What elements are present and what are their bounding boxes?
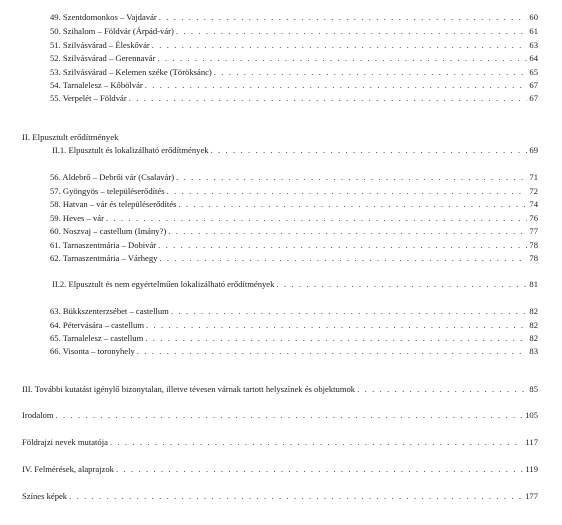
leader-dots [168,226,527,236]
toc-entry [50,240,538,250]
toc-section-page: 105 [525,410,538,420]
section-heading: II. Elpusztult erődítmények [22,132,119,142]
toc-entry-page: 63 [529,40,538,50]
toc-section [22,410,538,420]
toc-entry-page: 82 [529,306,538,316]
toc-section-title: III. További kutatást igénylő bizonytalan, illetve tévesen várnak tartott helyszínek és objektumok [22,384,356,394]
toc-entry-title: 52. Szilvásvárad – Gerennavár [50,53,156,63]
toc-entry [50,26,538,36]
leader-dots [137,346,528,356]
leader-dots [357,384,527,394]
leader-dots [116,464,523,474]
toc-entry-page: 76 [529,213,538,223]
toc-entry [50,333,538,343]
toc-entry-page: 78 [529,253,538,263]
leader-dots [159,253,527,263]
toc-entry [50,346,538,356]
toc-entry-title: 65. Tarnalelesz – castellum [50,333,144,343]
leader-dots [129,93,528,103]
toc-entry-page: 71 [529,172,538,182]
toc-entry [50,53,538,63]
toc-entry-page: 82 [529,333,538,343]
toc-section-title: IV. Felmérések, alaprajzok [22,464,114,474]
toc-entry [50,93,538,103]
toc-entry [50,186,538,196]
toc-entry [50,172,538,182]
toc-subsection [52,279,538,289]
toc-entry-page: 72 [529,186,538,196]
toc-entry [50,253,538,263]
toc-entry-title: 63. Bükkszenterzsébet – castellum [50,306,169,316]
toc-entry-title: 51. Szilvásvárad – Éleskővár [50,40,150,50]
toc-entry [50,199,538,209]
toc-entry-title: 66. Visonta – toronyhely [50,346,135,356]
toc-entry-title: 57. Gyöngyös – településerődítés [50,186,165,196]
toc-entry-title: 60. Noszvaj – castellum (Imány?) [50,226,167,236]
leader-dots [145,80,528,90]
toc-entry [50,80,538,90]
toc-entry-title: 50. Szihalom – Földvár (Árpád-vár) [50,26,174,36]
toc-entry-page: 65 [529,67,538,77]
toc-subsection-title: II.1. Elpusztult és lokalizálható erődítmények [52,145,209,155]
toc-entry-title: 53. Szilvásvárad – Kelemen széke (Töröksánc) [50,67,212,77]
toc-entry-page: 67 [529,93,538,103]
leader-dots [178,199,527,209]
toc-section-title: Irodalom [22,410,54,420]
toc-entry-page: 74 [529,199,538,209]
toc-section-page: 85 [529,384,538,394]
leader-dots [159,12,528,22]
toc-entry-title: 59. Heves – vár [50,213,104,223]
toc-entry-page: 61 [529,26,538,36]
leader-dots [176,26,528,36]
leader-dots [157,53,527,63]
toc-section-title: Színes képek [22,491,68,501]
leader-dots [214,67,528,77]
toc-section [22,491,538,501]
toc-section [22,384,538,394]
leader-dots [152,40,528,50]
toc-entry-page: 64 [529,53,538,63]
toc-entry [50,12,538,22]
toc-section [22,437,538,447]
toc-entry [50,213,538,223]
toc-entry [50,67,538,77]
toc-subsection-page: 69 [529,145,538,155]
toc-entry-title: 62. Tarnaszentmária – Várhegy [50,253,158,263]
toc-section-page: 117 [525,437,538,447]
toc-entry [50,306,538,316]
toc-entry-page: 83 [529,346,538,356]
toc-subsection-page: 81 [529,279,538,289]
leader-dots [69,491,523,501]
toc-entry-title: 61. Tarnaszentmária – Dobivár [50,240,157,250]
toc-entry-title: 49. Szentdomonkos – Vajdavár [50,12,157,22]
leader-dots [106,213,527,223]
leader-dots [56,410,524,420]
toc-section-title: Földrajzi nevek mutatója [22,437,108,447]
toc-entry-title: 58. Hatvan – vár és településerődítés [50,199,177,209]
toc-entry-title: 54. Tarnalelesz – Kőbölvár [50,80,143,90]
toc-subsection-title: II.2. Elpusztult és nem egyértelműen lokalizálható erődítmények [52,279,275,289]
toc-section [22,464,538,474]
toc-entry-title: 55. Verpelét – Földvár [50,93,127,103]
toc-entry-page: 78 [529,240,538,250]
leader-dots [171,306,528,316]
toc-entry-page: 77 [529,226,538,236]
toc-entry [50,320,538,330]
toc-entry [50,40,538,50]
toc-section-page: 177 [525,491,538,501]
toc-entry-page: 67 [529,80,538,90]
leader-dots [276,279,527,289]
leader-dots [158,240,527,250]
toc-entry [50,226,538,236]
toc-subsection [52,145,538,155]
leader-dots [211,145,528,155]
leader-dots [110,437,524,447]
toc-entry-title: 56. Aldebrő – Debrői vár (Csalavár) [50,172,175,182]
toc-section-page: 119 [525,464,538,474]
toc-entry-title: 64. Pétervására – castellum [50,320,145,330]
leader-dots [176,172,527,182]
leader-dots [167,186,528,196]
leader-dots [145,333,527,343]
toc-entry-page: 82 [529,320,538,330]
leader-dots [146,320,527,330]
toc-entry-page: 60 [529,12,538,22]
